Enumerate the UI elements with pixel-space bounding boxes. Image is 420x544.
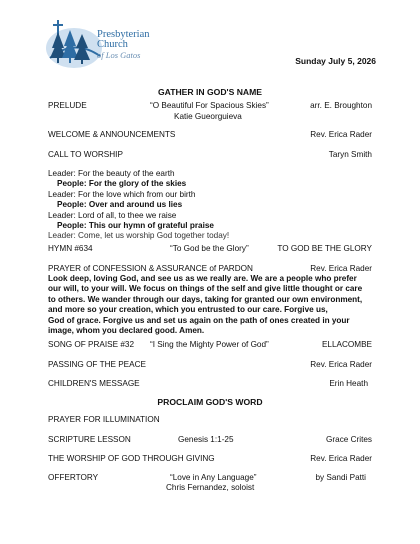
item-person: Rev. Erica Rader — [310, 360, 372, 369]
litany-line: Leader: Lord of all, to thee we raise — [48, 210, 177, 220]
item-tune: TO GOD BE THE GLORY — [277, 244, 372, 253]
item-tune: ELLACOMBE — [321, 340, 372, 349]
confession-line: image, whom you declared good. Amen. — [48, 326, 205, 336]
logo-line-2: Church — [97, 39, 128, 50]
offertory-performer: Chris Fernandez, soloist — [166, 483, 255, 492]
item-person: Rev. Erica Rader — [310, 264, 372, 273]
call-to-worship-litany — [48, 169, 229, 242]
confession-prayer-text — [48, 274, 378, 336]
item-person: Rev. Erica Rader — [310, 454, 372, 463]
order-item-hymn — [48, 244, 372, 255]
item-label: PRELUDE — [48, 101, 87, 110]
item-label: OFFERTORY — [48, 473, 99, 482]
order-item-prelude — [48, 101, 372, 112]
confession-line: God of grace. Forgive us and set us again on the path of ones created in your — [48, 315, 350, 325]
confession-line: to others. We wander through our days, taking for granted our own environment, — [48, 294, 363, 304]
item-label: SONG OF PRAISE #32 — [48, 340, 134, 349]
logo-wordmark — [97, 30, 150, 60]
item-person: Erin Heath — [329, 379, 368, 388]
order-item-song-of-praise — [48, 340, 372, 351]
litany-line: People: Over and around us lies — [57, 200, 183, 210]
litany-line: Leader: Come, let us worship God together today! — [48, 231, 230, 241]
order-item-prayer-for-illumination — [48, 415, 372, 426]
item-credit: by Sandi Patti — [315, 473, 366, 482]
confession-line: and more so your creation, which you entrusted to our care. Forgive us, — [48, 305, 328, 315]
item-person: Taryn Smith — [328, 150, 372, 159]
litany-line: People: This our hymn of grateful praise — [57, 221, 214, 231]
item-title: “Love in Any Language” — [170, 473, 257, 482]
item-label: HYMN #634 — [48, 244, 93, 253]
item-label: SCRIPTURE LESSON — [48, 435, 131, 444]
item-label: PRAYER FOR ILLUMINATION — [48, 415, 160, 424]
order-item-passing-of-peace — [48, 360, 372, 371]
item-reference: Genesis 1:1-25 — [178, 435, 234, 444]
order-item-giving — [48, 454, 372, 465]
litany-line: People: For the glory of the skies — [57, 179, 187, 189]
order-item-scripture-lesson — [48, 435, 372, 446]
item-label: PASSING OF THE PEACE — [48, 360, 146, 369]
item-person: Grace Crites — [326, 435, 372, 444]
confession-line: our will, to your will. We focus on things of the self and give little thought or care — [48, 284, 363, 294]
litany-line: Leader: For the beauty of the earth — [48, 169, 175, 178]
item-label: CHILDREN'S MESSAGE — [48, 379, 140, 388]
item-label: WELCOME & ANNOUNCEMENTS — [48, 130, 176, 139]
logo-line-3: of Los Gatos — [97, 50, 141, 60]
logo-line-1: Presbyterian — [97, 29, 150, 40]
section-heading-gather: GATHER IN GOD'S NAME — [157, 87, 263, 97]
item-label: THE WORSHIP OF GOD THROUGH GIVING — [48, 454, 215, 463]
item-label: CALL TO WORSHIP — [48, 150, 123, 159]
prelude-performer: Katie Gueorguieva — [174, 112, 242, 121]
service-date: Sunday July 5, 2026 — [295, 56, 376, 66]
item-credit: arr. E. Broughton — [310, 101, 372, 110]
section-heading-proclaim: PROCLAIM GOD'S WORD — [157, 397, 263, 407]
litany-line: Leader: For the love which from our birth — [48, 189, 196, 199]
confession-line: Look deep, loving God, and see us as we really are. We are a people who prefer — [48, 274, 357, 283]
item-title: “O Beautiful For Spacious Skies” — [150, 101, 269, 110]
order-item-childrens-message — [48, 379, 372, 390]
item-title: “To God be the Glory” — [170, 244, 249, 253]
item-person: Rev. Erica Rader — [310, 130, 372, 139]
item-title: “I Sing the Mighty Power of God” — [150, 340, 269, 349]
order-item-call-to-worship — [48, 150, 372, 161]
item-label: PRAYER of CONFESSION & ASSURANCE of PARDON — [48, 264, 253, 273]
order-item-welcome — [48, 130, 372, 141]
